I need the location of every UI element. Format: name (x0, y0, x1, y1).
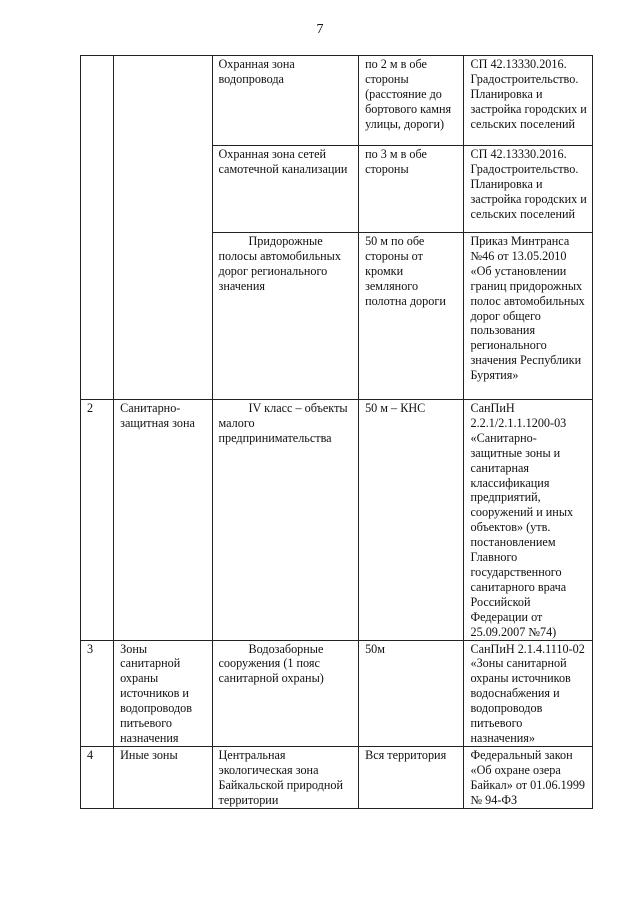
zones-table (80, 55, 593, 809)
distance-cell: 50 м по обе стороны от кромки земляного полотна дороги (359, 233, 464, 400)
basis-cell: СанПиН 2.2.1/2.1.1.1200-03 «Санитарно-защитные зоны и санитарная классификация предприятий, сооружений и иных объектов» (утв. постановлением Главного государственного санитарного врача Российской Федерации от 25.09.2007 №74) (464, 400, 593, 641)
row-number-cell (81, 56, 114, 400)
table-row (81, 400, 593, 641)
basis-cell: Приказ Минтранса №46 от 13.05.2010 «Об установлении границ придорожных полос автомобильных дорог общего пользования регионального значения Республики Бурятия» (464, 233, 593, 400)
row-number-cell: 2 (81, 400, 114, 641)
table-row (81, 56, 593, 146)
object-cell: Придорожные полосы автомобильных дорог регионального значения (212, 233, 359, 400)
zone-type-cell: Санитарно-защитная зона (114, 400, 212, 641)
zone-type-cell (114, 56, 212, 400)
table-row (81, 746, 593, 808)
page-number: 7 (316, 22, 324, 37)
basis-cell: СП 42.13330.2016. Градостроительство. Планировка и застройка городских и сельских поселений (464, 146, 593, 233)
object-cell: Охранная зона водопровода (212, 56, 359, 146)
row-number-cell: 4 (81, 746, 114, 808)
basis-cell: СП 42.13330.2016. Градостроительство. Планировка и застройка городских и сельских поселений (464, 56, 593, 146)
distance-cell: Вся территория (359, 746, 464, 808)
object-cell: Водозаборные сооружения (1 пояс санитарной охраны) (212, 640, 359, 746)
basis-cell: Федеральный закон «Об охране озера Байкал» от 01.06.1999 № 94-ФЗ (464, 746, 593, 808)
zone-type-cell: Иные зоны (114, 746, 212, 808)
object-cell: Охранная зона сетей самотечной канализации (212, 146, 359, 233)
distance-cell: по 3 м в обе стороны (359, 146, 464, 233)
table-row (81, 640, 593, 746)
object-cell: Центральная экологическая зона Байкальской природной территории (212, 746, 359, 808)
row-number-cell: 3 (81, 640, 114, 746)
distance-cell: 50м (359, 640, 464, 746)
basis-cell: СанПиН 2.1.4.1110-02 «Зоны санитарной охраны источников водоснабжения и водопроводов питьевого назначения» (464, 640, 593, 746)
object-cell: IV класс – объекты малого предпринимательства (212, 400, 359, 641)
zone-type-cell: Зоны санитарной охраны источников и водопроводов питьевого назначения (114, 640, 212, 746)
distance-cell: 50 м – КНС (359, 400, 464, 641)
distance-cell: по 2 м в обе стороны (расстояние до бортового камня улицы, дороги) (359, 56, 464, 146)
